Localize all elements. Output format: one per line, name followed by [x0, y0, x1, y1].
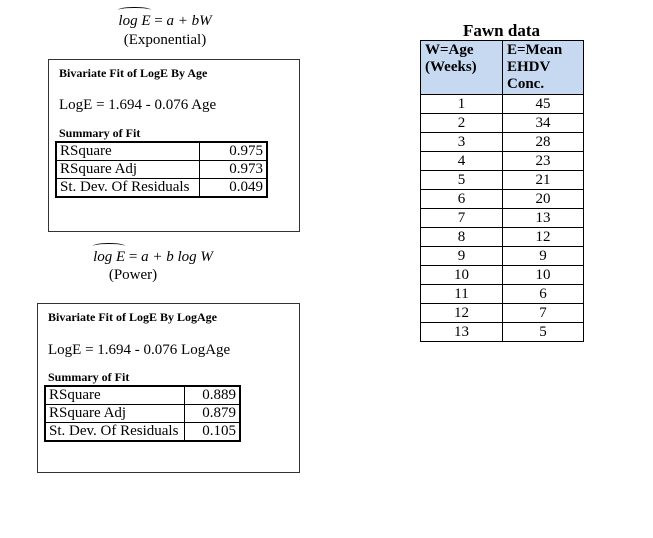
table-row — [421, 209, 584, 228]
column-header-age-line2: (Weeks) — [425, 59, 477, 75]
column-header-age-line1: W=Age — [425, 42, 474, 58]
concentration-cell: 45 — [503, 95, 584, 114]
exponential-fit-panel — [48, 59, 300, 232]
exponential-caption: (Exponential) — [123, 32, 207, 48]
concentration-cell: 10 — [503, 266, 584, 285]
age-cell: 9 — [421, 247, 503, 266]
column-header-age — [421, 41, 503, 95]
exponential-formula-rhs: a + b — [166, 13, 200, 29]
table-row — [421, 95, 584, 114]
power-equation: LogE = 1.694 - 0.076 LogAge — [48, 342, 231, 358]
exponential-equation: LogE = 1.694 - 0.076 Age — [59, 97, 217, 113]
table-header-row — [421, 41, 584, 95]
power-formula: log E = a + b log W — [93, 249, 213, 265]
summary-value: 0.879 — [185, 405, 241, 423]
age-cell: 13 — [421, 323, 503, 342]
age-cell: 11 — [421, 285, 503, 304]
summary-value: 0.049 — [200, 179, 268, 198]
concentration-cell: 5 — [503, 323, 584, 342]
age-cell: 5 — [421, 171, 503, 190]
table-row — [421, 228, 584, 247]
fawn-data-title: Fawn data — [463, 21, 540, 40]
age-cell: 3 — [421, 133, 503, 152]
power-formula-rhs: a + b log — [141, 249, 197, 265]
concentration-cell: 13 — [503, 209, 584, 228]
concentration-cell: 20 — [503, 190, 584, 209]
concentration-cell: 23 — [503, 152, 584, 171]
table-row — [45, 423, 240, 442]
exponential-formula: log E = a + bW — [118, 13, 212, 29]
concentration-cell: 7 — [503, 304, 584, 323]
concentration-cell: 34 — [503, 114, 584, 133]
power-summary-title: Summary of Fit — [48, 370, 130, 384]
table-row — [421, 133, 584, 152]
age-cell: 10 — [421, 266, 503, 285]
concentration-cell: 12 — [503, 228, 584, 247]
table-row — [421, 190, 584, 209]
summary-label: RSquare Adj — [45, 405, 185, 423]
power-panel-title: Bivariate Fit of LogE By LogAge — [48, 310, 217, 324]
exponential-formula-var: W — [199, 13, 212, 29]
table-row — [421, 171, 584, 190]
age-cell: 2 — [421, 114, 503, 133]
summary-label: St. Dev. Of Residuals — [45, 423, 185, 442]
power-summary-table — [44, 385, 241, 442]
age-cell: 6 — [421, 190, 503, 209]
summary-label: RSquare Adj — [56, 161, 200, 179]
column-header-conc-line2: EHDV — [507, 59, 551, 75]
table-row — [45, 386, 240, 405]
table-row — [421, 285, 584, 304]
power-formula-lhs: log E — [93, 249, 126, 265]
power-caption: (Power) — [108, 267, 158, 283]
summary-value: 0.975 — [200, 142, 268, 161]
concentration-cell: 9 — [503, 247, 584, 266]
table-row — [421, 114, 584, 133]
power-formula-var: W — [200, 249, 213, 265]
concentration-cell: 6 — [503, 285, 584, 304]
summary-label: RSquare — [45, 386, 185, 405]
exponential-formula-lhs: log E — [118, 13, 151, 29]
exponential-summary-title: Summary of Fit — [59, 126, 141, 140]
age-cell: 12 — [421, 304, 503, 323]
table-row — [45, 405, 240, 423]
table-row — [421, 323, 584, 342]
power-fit-panel — [37, 303, 300, 473]
summary-value: 0.973 — [200, 161, 268, 179]
age-cell: 7 — [421, 209, 503, 228]
table-row — [56, 179, 267, 198]
age-cell: 8 — [421, 228, 503, 247]
age-cell: 4 — [421, 152, 503, 171]
table-row — [421, 247, 584, 266]
exponential-panel-title: Bivariate Fit of LogE By Age — [59, 66, 208, 80]
summary-value: 0.889 — [185, 386, 241, 405]
column-header-conc-line1: E=Mean — [507, 42, 563, 58]
concentration-cell: 28 — [503, 133, 584, 152]
table-row — [421, 152, 584, 171]
summary-value: 0.105 — [185, 423, 241, 442]
age-cell: 1 — [421, 95, 503, 114]
table-row — [421, 304, 584, 323]
fawn-data-table — [420, 40, 584, 342]
concentration-cell: 21 — [503, 171, 584, 190]
table-row — [56, 161, 267, 179]
column-header-conc-line3: Conc. — [507, 76, 545, 92]
summary-label: RSquare — [56, 142, 200, 161]
column-header-concentration — [503, 41, 584, 95]
table-row — [421, 266, 584, 285]
table-row — [56, 142, 267, 161]
summary-label: St. Dev. Of Residuals — [56, 179, 200, 198]
exponential-summary-table — [55, 141, 268, 198]
